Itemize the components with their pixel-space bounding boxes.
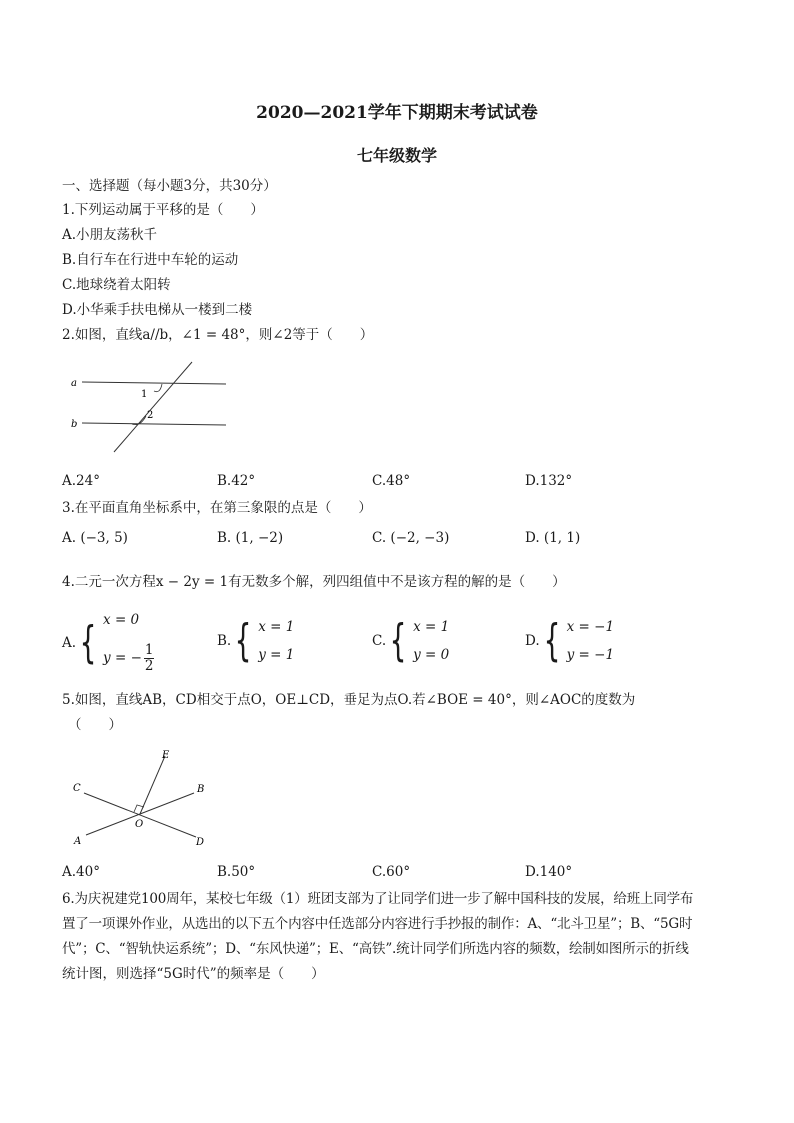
- q3-option-b: B. (1, −2): [217, 530, 284, 546]
- label-o: O: [135, 819, 144, 830]
- q4-c-row1: x = 1: [413, 619, 450, 635]
- q3-option-a: A. (−3, 5): [62, 530, 128, 546]
- q4-b-row2: y = 1: [258, 647, 295, 663]
- q5-option-a: A.40°: [62, 864, 100, 880]
- brace-icon: {: [234, 615, 252, 666]
- q4-d-row2: y = −1: [566, 647, 615, 663]
- q2-option-d: D.132°: [525, 473, 573, 489]
- q1-option-c: C.地球绕着太阳转: [62, 277, 171, 293]
- q1-option-a: A.小朋友荡秋千: [62, 227, 158, 243]
- q3-option-c: C. (−2, −3): [372, 530, 450, 546]
- label-angle-2: 2: [147, 410, 154, 421]
- q5-option-c: C.60°: [372, 864, 411, 880]
- brace-icon: {: [79, 617, 97, 668]
- q1-stem: 1.下列运动属于平移的是（ ）: [62, 202, 264, 218]
- q2-option-b: B.42°: [217, 473, 256, 489]
- exam-title: 2020—2021学年下期期末考试试卷: [256, 103, 538, 123]
- q6-line-4: 统计图，则选择“5G时代”的频率是（ ）: [62, 966, 325, 982]
- q5-stem: 5.如图，直线AB，CD相交于点O，OE⊥CD，垂足为点O.若∠BOE = 40°，则∠AOC的度数为: [62, 692, 636, 708]
- intersecting-lines-figure: [62, 743, 222, 851]
- q3-option-d: D. (1, 1): [525, 530, 581, 546]
- q1-option-d: D.小华乘手扶电梯从一楼到二楼: [62, 302, 253, 318]
- angle-1-arc: [154, 384, 162, 392]
- q4-option-d-label: D.: [525, 633, 540, 649]
- q4-c-row2: y = 0: [413, 647, 450, 663]
- q4-option-b: [217, 615, 295, 666]
- q5-option-d: D.140°: [525, 864, 573, 880]
- parallel-lines-figure: [62, 354, 232, 458]
- label-c: C: [73, 783, 81, 794]
- q4-option-c: [372, 615, 450, 666]
- label-b: B: [197, 784, 205, 795]
- q6-line-2: 置了一项课外作业，从选出的以下五个内容中任选部分内容进行手抄报的制作：A、“北斗卫星”；B、“5G时: [62, 916, 693, 932]
- label-e: E: [162, 750, 170, 761]
- brace-icon: {: [389, 615, 407, 666]
- q4-a-row2-text: y = −: [103, 650, 142, 666]
- line-a: [82, 382, 226, 384]
- q4-option-a-label: A.: [62, 635, 77, 651]
- label-a: A: [74, 836, 82, 847]
- section-heading: 一、选择题（每小题3分，共30分）: [62, 178, 277, 194]
- brace-icon: {: [543, 615, 561, 666]
- q5-stem-paren: （ ）: [68, 717, 122, 733]
- q4-stem: 4.二元一次方程x − 2y = 1有无数多个解，列四组值中不是该方程的解的是（ ）: [62, 574, 566, 590]
- label-angle-1: 1: [141, 389, 148, 400]
- q4-option-b-label: B.: [217, 633, 232, 649]
- q4-option-a: [62, 612, 154, 674]
- exam-subtitle: 七年级数学: [356, 146, 437, 165]
- q5-option-b: B.50°: [217, 864, 256, 880]
- q4-b-row1: x = 1: [258, 619, 295, 635]
- q4-a-row2: [103, 643, 154, 674]
- q6-line-3: 代”；C、“智轨快运系统”；D、“东风快递”；E、“高铁”.统计同学们所选内容的频数，绘制如图所示的折线: [62, 941, 689, 957]
- q1-option-b: B.自行车在行进中车轮的运动: [62, 252, 239, 268]
- q2-option-a: A.24°: [62, 473, 100, 489]
- q2-option-c: C.48°: [372, 473, 411, 489]
- fraction-denominator: 2: [144, 658, 154, 674]
- label-d: D: [196, 837, 205, 848]
- label-b: b: [71, 419, 78, 430]
- q4-d-row1: x = −1: [566, 619, 615, 635]
- fraction: [144, 643, 155, 674]
- q4-option-c-label: C.: [372, 633, 387, 649]
- q4-a-row1: x = 0: [103, 612, 140, 628]
- transversal-line: [114, 362, 192, 452]
- q3-stem: 3.在平面直角坐标系中，在第三象限的点是（ ）: [62, 500, 372, 516]
- fraction-numerator: 1: [144, 642, 154, 658]
- q2-stem: 2.如图，直线a//b，∠1 = 48°，则∠2等于（ ）: [62, 327, 374, 343]
- label-a: a: [71, 378, 77, 389]
- q6-line-1: 6.为庆祝建党100周年，某校七年级（1）班团支部为了让同学们进一步了解中国科技的发展，给班上同学布: [62, 891, 694, 907]
- line-b: [82, 423, 226, 425]
- line-cd: [84, 793, 196, 837]
- q4-option-d: [525, 615, 615, 666]
